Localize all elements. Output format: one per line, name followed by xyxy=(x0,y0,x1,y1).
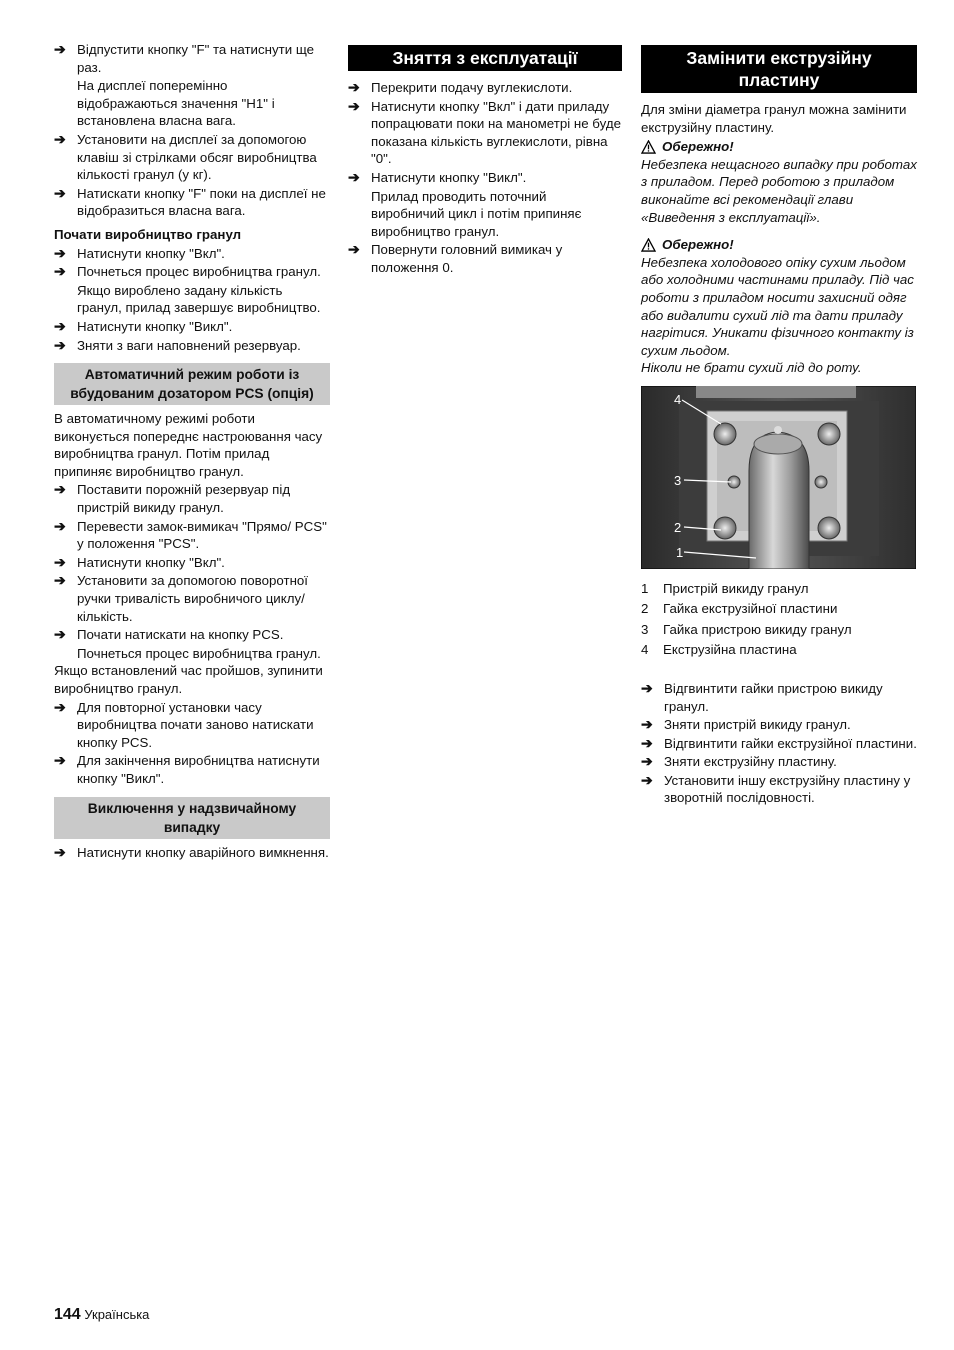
arrow-right-icon: ➔ xyxy=(54,572,66,589)
arrow-right-icon: ➔ xyxy=(54,517,66,534)
photo-label-4: 4 xyxy=(674,391,682,407)
arrow-right-icon: ➔ xyxy=(348,97,360,114)
warning-text: Небезпека холодового опіку сухим льодом або холодними частинами приладу. Під час роботи з приладом носити захисний одяг або видалити сухий лід та дати приладу нагрітися. Уникати фізичного контакту із сухим льодом. xyxy=(641,254,914,358)
photo-label-3: 3 xyxy=(674,472,682,488)
arrow-right-icon: ➔ xyxy=(54,481,66,498)
column-middle xyxy=(348,45,622,278)
list-item: ➔ Натиснути кнопку "Викл". xyxy=(54,317,233,334)
extrusion-plate-photo xyxy=(641,386,916,569)
arrow-right-icon: ➔ xyxy=(54,130,66,147)
arrow-right-icon: ➔ xyxy=(54,336,66,353)
arrow-right-icon: ➔ xyxy=(54,184,66,201)
list-item-continuation: Почнеться процес виробництва гранул. xyxy=(77,645,321,661)
warning-text: Ніколи не брати сухий лід до роту. xyxy=(641,360,862,376)
list-item: ➔ Перевести замок-вимикач "Прямо/ PCS" у положення "PCS". xyxy=(54,517,327,552)
arrow-right-icon: ➔ xyxy=(54,843,66,860)
warning-heading: Обережно! xyxy=(641,138,917,156)
list-item: ➔ Натиснути кнопку "Викл". xyxy=(348,168,527,185)
photo-label-2: 2 xyxy=(674,519,682,535)
legend-item: 4 Екструзійна пластина xyxy=(641,642,797,658)
arrow-right-icon: ➔ xyxy=(54,244,66,261)
list-item: ➔ Повернути головний вимикач у положення 0. xyxy=(348,241,563,275)
section-heading-replace-plate: Замінити екструзійну пластину xyxy=(641,45,917,93)
legend-item: 1 Пристрій викиду гранул xyxy=(641,580,809,596)
paragraph: В автоматичному режимі роботи виконується попереднє настроювання часу виробництва гранул. Потім прилад припиняє виробництво гранул. xyxy=(54,411,323,479)
column-right xyxy=(641,45,917,808)
list-item: ➔ Зняти пристрій викиду гранул. xyxy=(641,716,851,733)
list-item: ➔ Почати натискати на кнопку PCS. xyxy=(54,626,284,643)
arrow-right-icon: ➔ xyxy=(54,317,66,334)
arrow-right-icon: ➔ xyxy=(641,716,653,733)
list-item: ➔ Відгвинтити гайки пристрою викиду гранул. xyxy=(641,679,883,714)
list-item: ➔ Відпустити кнопку "F" та натиснути ще раз. xyxy=(54,41,315,75)
section-heading-auto-mode: Автоматичний режим роботи із вбудованим дозатором PCS (опція) xyxy=(54,363,330,405)
list-item: ➔ Натиснути кнопку "Вкл". xyxy=(54,553,225,570)
column-left xyxy=(54,40,330,862)
list-item: ➔ Для закінчення виробництва натиснути кнопку "Викл". xyxy=(54,752,320,786)
list-item: ➔ Поставити порожній резервуар під пристрій викиду гранул. xyxy=(54,481,291,516)
list-item: ➔ Установити за допомогою поворотної ручки тривалість виробничого циклу/ кількість. xyxy=(54,572,309,624)
arrow-right-icon: ➔ xyxy=(641,679,653,696)
list-item: ➔ Зняти з ваги наповнений резервуар. xyxy=(54,336,301,353)
list-item: ➔ Для повторної установки часу виробництва почати заново натискати кнопку PCS. xyxy=(54,698,314,750)
arrow-right-icon: ➔ xyxy=(641,771,653,788)
arrow-right-icon: ➔ xyxy=(54,41,66,57)
warning-triangle-icon xyxy=(641,140,656,154)
footer-language: Українська xyxy=(84,1307,150,1322)
warning-text: Небезпека нещасного випадку при роботах з приладом. Перед роботою з приладом виконайте всі рекомендації глави «Виведення з експлуатації». xyxy=(641,156,917,225)
list-item: ➔ Натискати кнопку "F" поки на дисплеї не відобразиться власна вага. xyxy=(54,184,326,219)
arrow-right-icon: ➔ xyxy=(54,752,66,769)
list-item: ➔ Установити іншу екструзійну пластину у зворотній послідовності. xyxy=(641,771,911,806)
list-item: ➔ Натиснути кнопку "Вкл" і дати приладу попрацювати поки на манометрі не буде показана кількість вуглекислоти, рівна "0". xyxy=(348,97,621,167)
arrow-right-icon: ➔ xyxy=(348,168,360,185)
arrow-right-icon: ➔ xyxy=(54,698,66,715)
legend-item: 3 Гайка пристрою викиду гранул xyxy=(641,621,852,637)
list-item: ➔ Перекрити подачу вуглекислоти. xyxy=(348,79,573,95)
list-item: ➔ Почнеться процес виробництва гранул. xyxy=(54,263,321,280)
arrow-right-icon: ➔ xyxy=(348,79,360,95)
arrow-right-icon: ➔ xyxy=(641,753,653,770)
subheading-start-production: Почати виробництво гранул xyxy=(54,226,242,242)
list-item: ➔ Зняти екструзійну пластину. xyxy=(641,753,837,770)
paragraph-intro: Для зміни діаметра гранул можна замінити екструзійну пластину. xyxy=(641,102,907,135)
list-item-continuation: На дисплеї поперемінно відображаються значення "H1" і встановлена власна вага. xyxy=(77,78,275,129)
warning-triangle-icon xyxy=(641,238,656,252)
arrow-right-icon: ➔ xyxy=(54,553,66,570)
list-item: ➔ Установити на дисплеї за допомогою клавіш зі стрілками обсяг виробництва кількості гранул (у кг). xyxy=(54,130,317,183)
section-heading-emergency: Виключення у надзвичайному випадку xyxy=(54,797,330,839)
list-item-continuation: Прилад проводить поточний виробничий цикл і потім припиняє виробництво гранул. xyxy=(371,188,582,239)
list-item-continuation: Якщо вироблено задану кількість гранул, прилад завершує виробництво. xyxy=(77,282,321,316)
page-footer xyxy=(54,1306,149,1324)
arrow-right-icon: ➔ xyxy=(54,626,66,643)
photo-label-1: 1 xyxy=(676,544,684,560)
arrow-right-icon: ➔ xyxy=(641,734,653,751)
legend-item: 2 Гайка екструзійної пластини xyxy=(641,601,838,617)
list-item: ➔ Відгвинтити гайки екструзійної пластини. xyxy=(641,734,917,751)
photo-legend xyxy=(641,579,917,660)
arrow-right-icon: ➔ xyxy=(54,263,66,280)
arrow-right-icon: ➔ xyxy=(348,241,360,258)
warning-heading: Обережно! xyxy=(641,236,917,254)
list-item: ➔ Натиснути кнопку аварійного вимкнення. xyxy=(54,843,329,860)
page-number: 144 xyxy=(54,1306,81,1323)
list-item: ➔ Натиснути кнопку "Вкл". xyxy=(54,244,225,261)
section-heading-decommission: Зняття з експлуатації xyxy=(348,45,622,71)
paragraph: Якщо встановлений час пройшов, зупинити виробництво гранул. xyxy=(54,663,323,696)
